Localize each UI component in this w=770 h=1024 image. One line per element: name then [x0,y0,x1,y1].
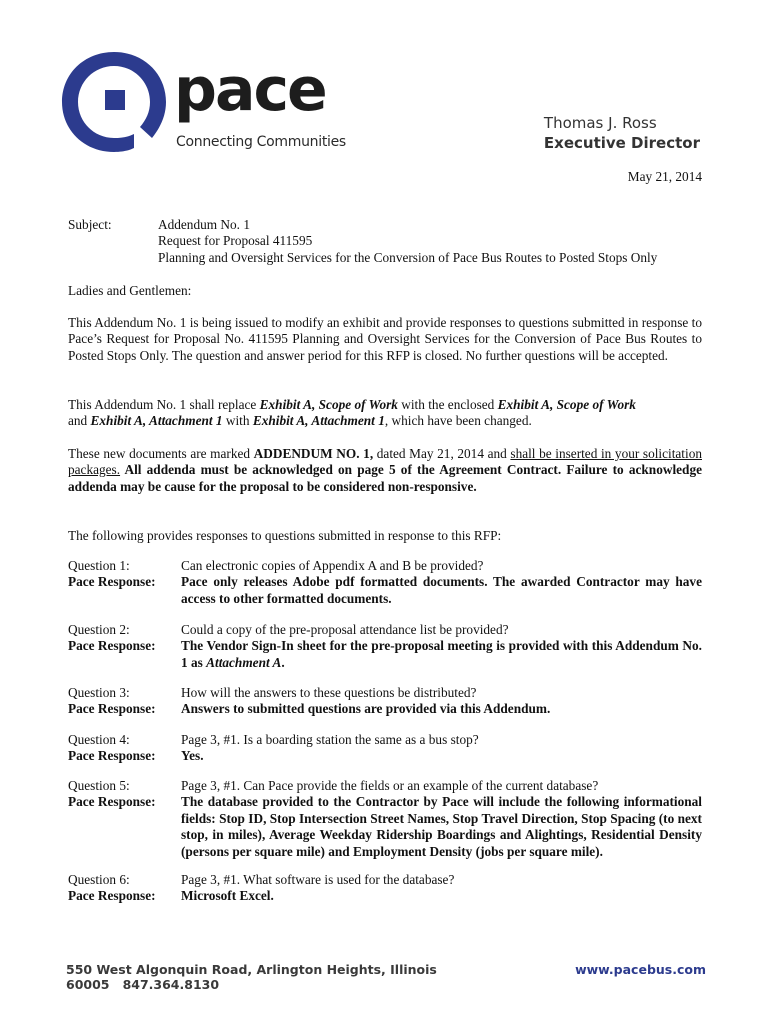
question-text: Page 3, #1. Is a boarding station the same as a bus stop? [181,732,479,747]
response-label: Pace Response: [68,574,156,590]
response-label: Pace Response: [68,748,156,764]
executive-name: Thomas J. Ross [543,114,657,132]
response-text: Answers to submitted questions are provided via this Addendum. [181,701,551,717]
question-block-4 [68,732,702,765]
question-block-5 [68,778,702,860]
question-block-2 [68,622,702,671]
paragraph-2: This Addendum No. 1 shall replace Exhibit A, Scope of Work with the enclosed Exhibit A, Scope of Work and Exhibit A, Attachment 1 with Exhibit A, Attachment 1, which have been changed. [68,397,636,429]
executive-title: Executive Director [543,134,700,152]
subject-lines [158,217,718,266]
paragraph-1: This Addendum No. 1 is being issued to modify an exhibit and provide responses to questions submitted in response to Pace’s Request for Proposal No. 411595 Planning and Oversight Services for the Conversion of Pace Bus Routes to Posted Stops Only. The question and answer period for this RFP is closed. No further questions will be accepted. [68,315,702,363]
response-text: Pace only releases Adobe pdf formatted documents. The awarded Contractor may have access to other formatted documents. [181,574,702,606]
subject-line: Request for Proposal 411595 [158,233,313,249]
letter-date: May 21, 2014 [627,169,702,184]
response-text: Microsoft Excel. [181,888,274,904]
response-text: Yes. [181,748,204,764]
pace-logo-mark-icon [56,48,176,158]
response-label: Pace Response: [68,888,156,904]
response-label: Pace Response: [68,701,156,717]
paragraph-3: These new documents are marked ADDENDUM NO. 1, dated May 21, 2014 and shall be inserted in your solicitation packages. All addenda must be acknowledged on page 5 of the Agreement Contract. Failure to acknowledge addenda may be cause for the proposal to be considered non-responsive. [68,446,702,494]
executive-block [544,113,700,153]
question-label: Question 5: [68,778,130,793]
question-text: Could a copy of the pre-proposal attendance list be provided? [181,622,509,637]
response-label: Pace Response: [68,794,156,810]
footer-website-link[interactable]: www.pacebus.com [575,962,706,977]
pace-logo [56,48,346,158]
question-block-3 [68,685,702,718]
subject-line: Planning and Oversight Services for the Conversion of Pace Bus Routes to Posted Stops Only [158,249,658,265]
question-label: Question 2: [68,622,130,637]
question-label: Question 4: [68,732,130,747]
question-label: Question 1: [68,558,130,573]
question-text: Page 3, #1. Can Pace provide the fields or an example of the current database? [181,778,599,793]
subject-line: Addendum No. 1 [158,217,250,232]
question-label: Question 6: [68,872,130,887]
response-text: The database provided to the Contractor by Pace will include the following informational fields: Stop ID, Stop Intersection Street Names, Stop Travel Direction, Stop Spacing (to next stop, in miles), Average Weekday Ridership Boardings and Alightings, Residential Density (persons per square mile) and Employment Density (jobs per square mile). [181,794,702,859]
response-label: Pace Response: [68,638,156,654]
question-label: Question 3: [68,685,130,700]
question-text: How will the answers to these questions be distributed? [181,685,477,700]
brand-tagline: Connecting Communities [176,134,346,150]
footer-phone: 847.364.8130 [122,977,220,992]
response-text: The Vendor Sign-In sheet for the pre-proposal meeting is provided with this Addendum No. 1 as Attachment A. [181,638,702,670]
subject-label: Subject: [68,217,112,232]
question-text: Can electronic copies of Appendix A and B be provided? [181,558,484,573]
salutation: Ladies and Gentlemen: [68,283,192,298]
question-text: Page 3, #1. What software is used for the database? [181,872,455,887]
question-block-6 [68,872,702,905]
question-block-1 [68,558,702,607]
letter-footer [66,962,706,992]
brand-name: pace [174,55,326,125]
questions-intro: The following provides responses to questions submitted in response to this RFP: [68,528,502,543]
footer-address: 550 West Algonquin Road, Arlington Heights, Illinois 60005 847.364.8130 [66,962,437,992]
